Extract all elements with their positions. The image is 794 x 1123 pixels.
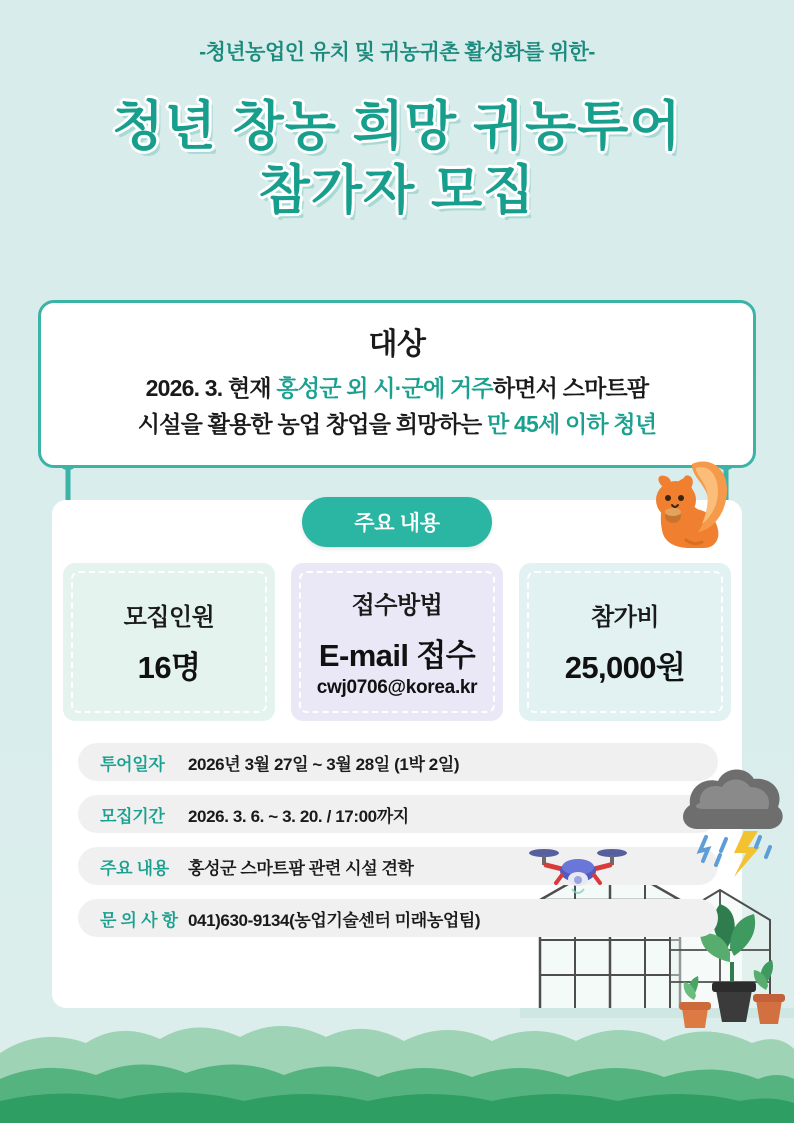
detail-row-value: 2026. 3. 6. ~ 3. 20. / 17:00까지 bbox=[188, 806, 409, 826]
detail-row-label: 주요 내용 bbox=[100, 858, 169, 878]
poster-kicker: -청년농업인 유치 및 귀농귀촌 활성화를 위한- bbox=[199, 41, 595, 64]
target-description bbox=[41, 371, 753, 442]
target-line1-post: 하면서 스마트팜 bbox=[492, 375, 649, 401]
info-box-label: 접수방법 bbox=[351, 592, 443, 619]
detail-row-tour-date bbox=[78, 743, 718, 781]
info-box-value: E-mail 접수 bbox=[318, 638, 476, 673]
title-line-1: 청년 창농 희망 귀농투어 bbox=[112, 97, 682, 156]
detail-row-value: 홍성군 스마트팜 관련 시설 견학 bbox=[188, 858, 414, 878]
application-email: cwj0706@korea.kr bbox=[316, 677, 478, 698]
target-line2-pre: 시설을 활용한 농업 창업을 희망하는 bbox=[137, 410, 487, 437]
target-audience-box bbox=[38, 300, 756, 468]
target-title: 대상 bbox=[368, 328, 426, 361]
detail-row-label: 모집기간 bbox=[100, 806, 165, 826]
info-box-label: 참가비 bbox=[590, 604, 660, 631]
detail-row-value: 041)630-9134(농업기술센터 미래농업팀) bbox=[188, 910, 481, 930]
title-line-2: 참가자 모집 bbox=[258, 160, 536, 220]
detail-row-value: 2026년 3월 27일 ~ 3월 28일 (1박 2일) bbox=[188, 754, 460, 774]
section-pill-main-content: 주요 내용 bbox=[302, 497, 492, 547]
info-box-label: 모집인원 bbox=[123, 604, 215, 631]
detail-row-label: 문 의 사 항 bbox=[100, 910, 178, 930]
info-box-value: 16명 bbox=[137, 650, 201, 685]
rain-cloud-icon bbox=[660, 755, 790, 885]
drone-icon bbox=[528, 835, 628, 905]
squirrel-icon bbox=[592, 448, 732, 558]
info-box-recruitment bbox=[63, 563, 275, 721]
target-line2-highlight: 만 45세 이하 청년 bbox=[486, 410, 657, 437]
page-title bbox=[0, 96, 794, 223]
target-line1-highlight: 홍성군 외 시·군에 거주 bbox=[276, 375, 493, 401]
info-box-fee bbox=[519, 563, 731, 721]
target-line1-pre: 2026. 3. 현재 bbox=[145, 375, 277, 401]
info-box-application-method bbox=[291, 563, 503, 721]
info-box-group bbox=[63, 563, 731, 723]
detail-row-label: 투어일자 bbox=[100, 754, 165, 774]
detail-row-application-period bbox=[78, 795, 718, 833]
info-box-value: 25,000원 bbox=[564, 650, 686, 685]
